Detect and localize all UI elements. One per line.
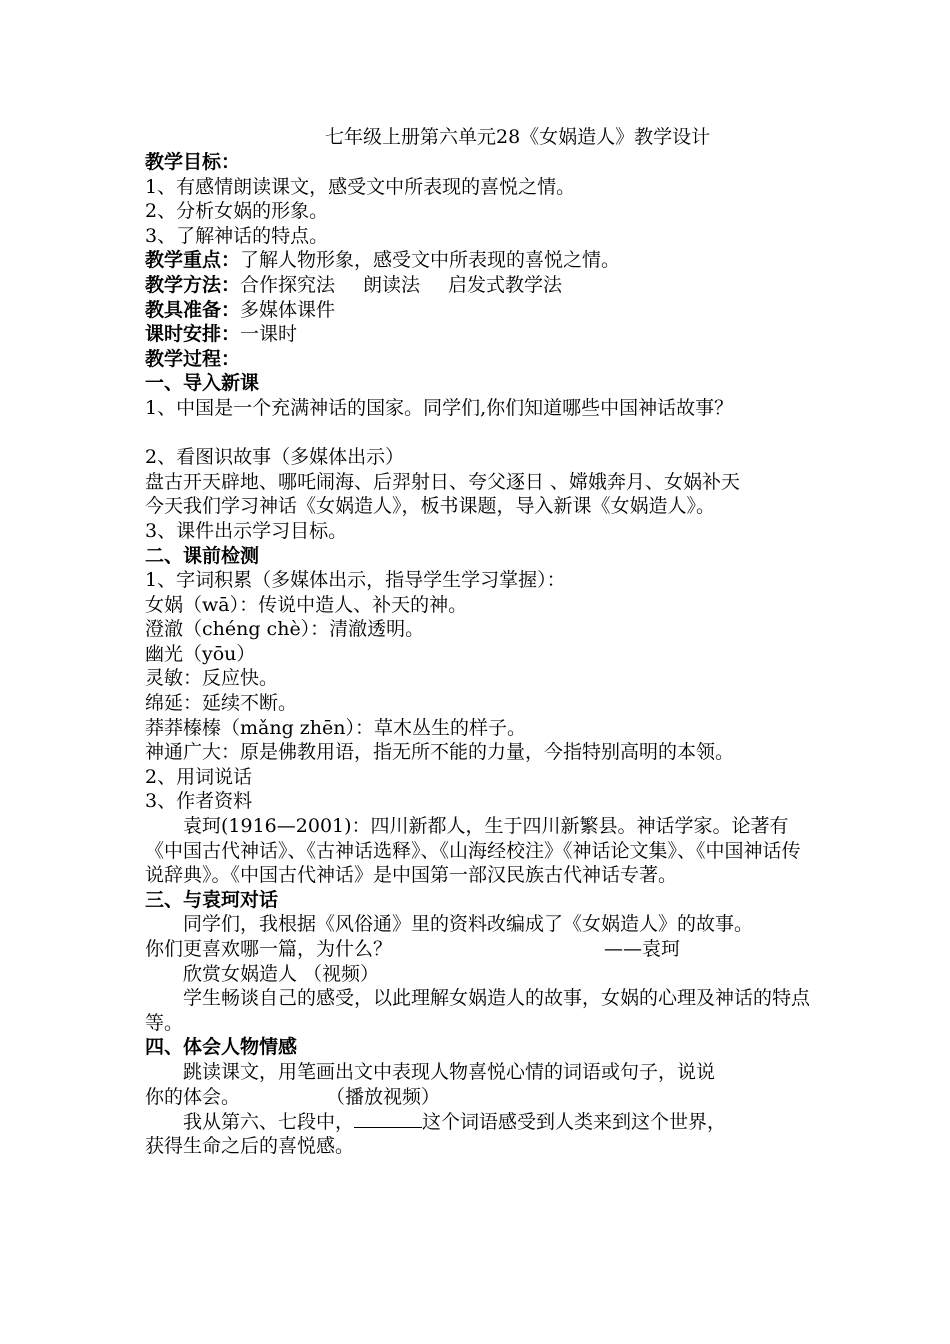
fill-in-prefix: 我从第六、七段中， <box>183 1111 355 1134</box>
key-points-value: 了解人物形象，感受文中所表现的喜悦之情。 <box>240 249 621 272</box>
section4-paragraph-line2 <box>145 1085 815 1110</box>
video-note: 欣赏女娲造人 （视频） <box>183 962 380 985</box>
section4-paragraph: 跳读课文，用笔画出文中表现人物喜悦心情的词语或句子，说说 <box>183 1060 716 1083</box>
tools-label: 教具准备： <box>145 298 241 321</box>
vocab-item: 灵敏：反应快。 <box>145 667 279 690</box>
fill-in-sentence-end: 获得生命之后的喜悦感。 <box>145 1134 355 1157</box>
method-item: 合作探究法 <box>240 273 336 296</box>
section1-paragraph: 今天我们学习神话《女娲造人》，板书课题，导入新课《女娲造人》。 <box>145 495 716 518</box>
vocab-item: 澄澈（chéng chè）：清澈透明。 <box>145 618 425 641</box>
document-body <box>145 150 815 1158</box>
section4-text: 你的体会。 <box>145 1085 241 1108</box>
methods-row <box>145 273 815 298</box>
method-item: 启发式教学法 <box>448 273 563 296</box>
discussion-paragraph: 学生畅谈自己的感受，以此理解女娲造人的故事，女娲的心理及神话的特点等。 <box>145 987 811 1034</box>
section4-heading: 四、体会人物情感 <box>145 1036 298 1059</box>
section1-paragraph: 3、课件出示学习目标。 <box>145 519 348 542</box>
vocab-item: 幽光（yōu） <box>145 642 256 665</box>
schedule-label: 课时安排： <box>145 323 241 346</box>
section2-item: 2、用词说话 <box>145 765 253 788</box>
fill-in-blank[interactable] <box>354 1109 422 1128</box>
quote-attribution: ——袁珂 <box>604 938 681 960</box>
author-quote-line2 <box>145 937 815 962</box>
schedule-value: 一课时 <box>240 323 298 346</box>
author-quote: 同学们，我根据《风俗通》里的资料改编成了《女娲造人》的故事。 <box>183 913 754 936</box>
key-points-row <box>145 248 815 273</box>
vocab-item: 莽莽榛榛（mǎng zhēn）：草木丛生的样子。 <box>145 716 527 739</box>
myth-list: 盘古开天辟地、哪吒闹海、后羿射日、夸父逐日 、嫦娥奔月、女娲补天 <box>145 470 741 493</box>
vocab-intro: 1、字词积累（多媒体出示，指导学生学习掌握）： <box>145 569 566 592</box>
tools-value: 多媒体课件 <box>240 298 336 321</box>
method-item: 朗读法 <box>363 273 421 296</box>
vocab-item: 绵延：延续不断。 <box>145 692 298 715</box>
methods-label: 教学方法： <box>145 273 241 296</box>
section3-heading: 三、与袁珂对话 <box>145 888 279 911</box>
section1-paragraph: 2、看图识故事（多媒体出示） <box>145 446 405 469</box>
section2-item: 3、作者资料 <box>145 790 253 813</box>
process-heading: 教学过程： <box>145 347 241 370</box>
vocab-item: 女娲（wā）：传说中造人、补天的神。 <box>145 593 468 616</box>
fill-in-sentence <box>145 1109 815 1134</box>
tools-row <box>145 298 815 323</box>
fill-in-suffix: 这个词语感受到人类来到这个世界， <box>422 1111 727 1134</box>
goal-item: 2、分析女娲的形象。 <box>145 200 329 223</box>
section1-heading: 一、导入新课 <box>145 372 260 395</box>
section2-heading: 二、课前检测 <box>145 544 260 567</box>
goals-heading: 教学目标： <box>145 151 241 173</box>
schedule-row <box>145 322 815 347</box>
goal-item: 3、了解神话的特点。 <box>145 224 329 247</box>
section1-paragraph: 1、中国是一个充满神话的国家。同学们,你们知道哪些中国神话故事？ <box>145 396 734 419</box>
key-points-label: 教学重点： <box>145 249 241 272</box>
play-video-note: （播放视频） <box>326 1085 441 1108</box>
author-bio: 袁珂(1916—2001)：四川新都人，生于四川新繁县。神话学家。论著有《中国古代神话》、《古神话选释》、《山海经校注》《神话论文集》、《中国神话传说辞典》。《中国古代神话》是中国第一部汉民族古代神话专著。 <box>145 815 801 887</box>
author-quote-question: 你们更喜欢哪一篇，为什么？ <box>145 938 393 960</box>
goal-item: 1、有感情朗读课文，感受文中所表现的喜悦之情。 <box>145 175 576 198</box>
document-title: 七年级上册第六单元28《女娲造人》教学设计 <box>325 126 711 148</box>
vocab-item: 神通广大：原是佛教用语，指无所不能的力量，今指特别高明的本领。 <box>145 741 735 764</box>
